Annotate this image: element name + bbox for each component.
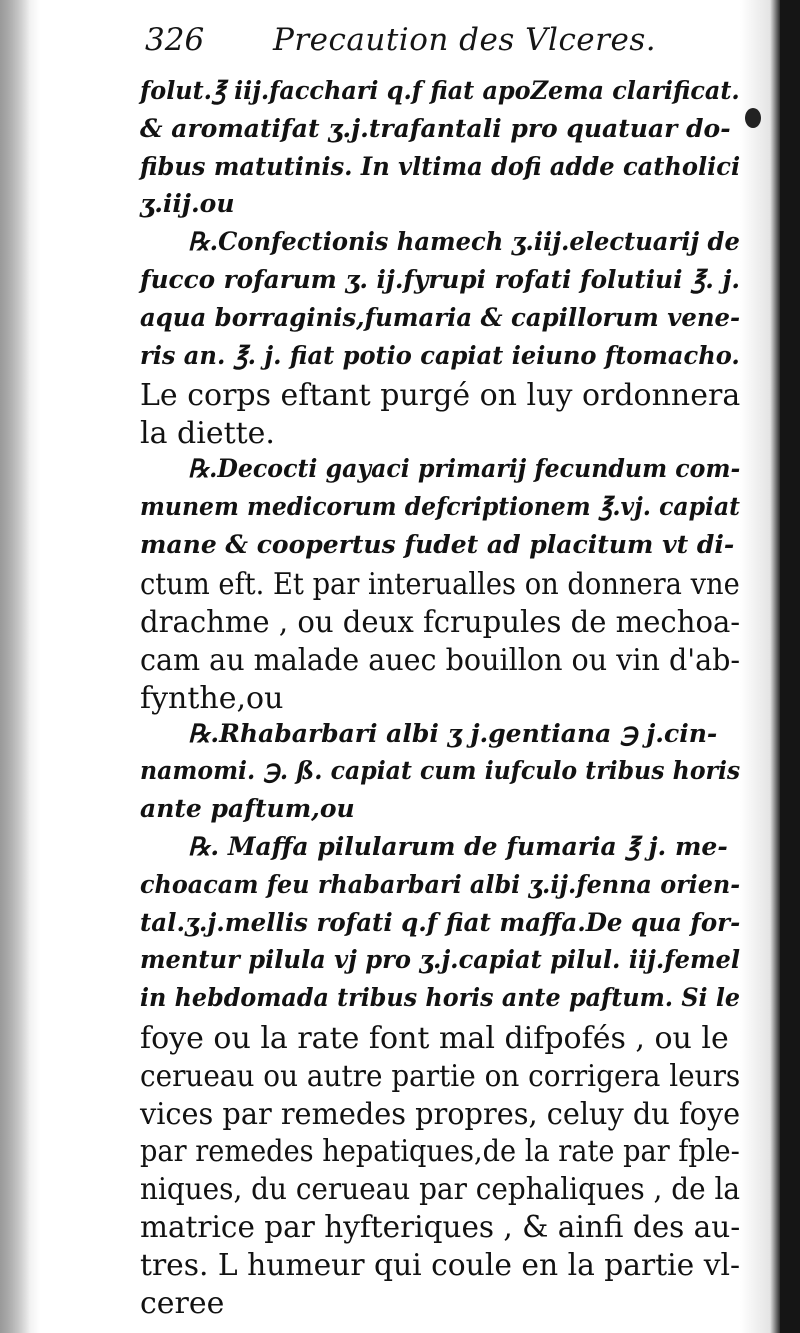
text-line: tal.ʒ.j.mellis rofati q.f fiat maffa.De qua for- [140, 907, 741, 937]
text-line: fibus matutinis. In vltima dofi adde catholici [140, 151, 741, 181]
text-line: niques, du cerueau par cephaliques , de la [140, 1172, 740, 1208]
text-line: vices par remedes propres, celuy du foye [140, 1096, 741, 1132]
text-line: & aromatifat ʒ.j.trafantali pro quatuar do- [140, 113, 731, 143]
text-line: cam au malade auec bouillon ou vin d'ab- [140, 643, 741, 678]
text-line: folut.℥ iij.facchari q.f fiat apoZema clarificat. [140, 76, 740, 105]
gutter-shadow [0, 0, 30, 1333]
text-line: ℞.Rhabarbari albi ʒ j.gentiana ℈ j.cin- [188, 718, 718, 748]
text-line: ris an. ℥. j. fiat potio capiat ieiuno ftomacho. [140, 340, 740, 370]
text-line: in hebdomada tribus horis ante paftum. Si le [140, 983, 741, 1013]
text-line: tres. L humeur qui coule en la partie vl- [140, 1247, 741, 1283]
page-edge [780, 0, 800, 1333]
text-line: cerueau ou autre partie on corrigera leurs [140, 1058, 741, 1094]
text-line: choacam feu rhabarbari albi ʒ.ij.fenna orien- [140, 869, 741, 899]
text-line: namomi. ℈. ß. capiat cum iufculo tribus horis [140, 756, 741, 786]
text-line: ℞.Confectionis hamech ʒ.iij.electuarij de [188, 227, 740, 257]
text-line: mentur pilula vj pro ʒ.j.capiat pilul. iij.femel [140, 945, 741, 975]
running-head: Precaution des Vlceres. [273, 22, 657, 58]
text-line: matrice par hyfteriques , & ainfi des au- [140, 1210, 741, 1245]
text-line: foye ou la rate font mal difpofés , ou le [140, 1021, 729, 1056]
text-line: munem medicorum defcriptionem ℥.vj. capiat [140, 491, 741, 521]
text-line: fynthe,ou [140, 680, 284, 716]
page-header [145, 22, 745, 74]
text-line: ℞.Decocti gayaci primarij fecundum com- [188, 454, 741, 483]
text-line: fucco rofarum ʒ. ij.fyrupi rofati folutiui ℥. j. [140, 265, 740, 294]
text-line: ctum eft. Et par interualles on donnera vne [140, 567, 740, 603]
ink-spot [745, 108, 761, 128]
text-line: ceree [140, 1285, 225, 1321]
text-line: la diette. [140, 416, 275, 452]
text-line: drachme , ou deux fcrupules de mechoa- [140, 605, 741, 641]
text-line: ante paftum,ou [140, 794, 355, 824]
text-line: aqua borraginis,fumaria & capillorum vene- [140, 302, 741, 332]
page-number: 326 [145, 22, 205, 58]
text-line: Le corps eftant purgé on luy ordonnera [140, 378, 741, 414]
text-line: par remedes hepatiques,de la rate par fple- [140, 1134, 740, 1170]
text-line: ℞. Maffa pilularum de fumaria ℥ j. me- [188, 832, 728, 861]
text-line: ʒ.iij.ou [140, 189, 235, 219]
text-line: mane & coopertus fudet ad placitum vt di- [140, 529, 735, 559]
